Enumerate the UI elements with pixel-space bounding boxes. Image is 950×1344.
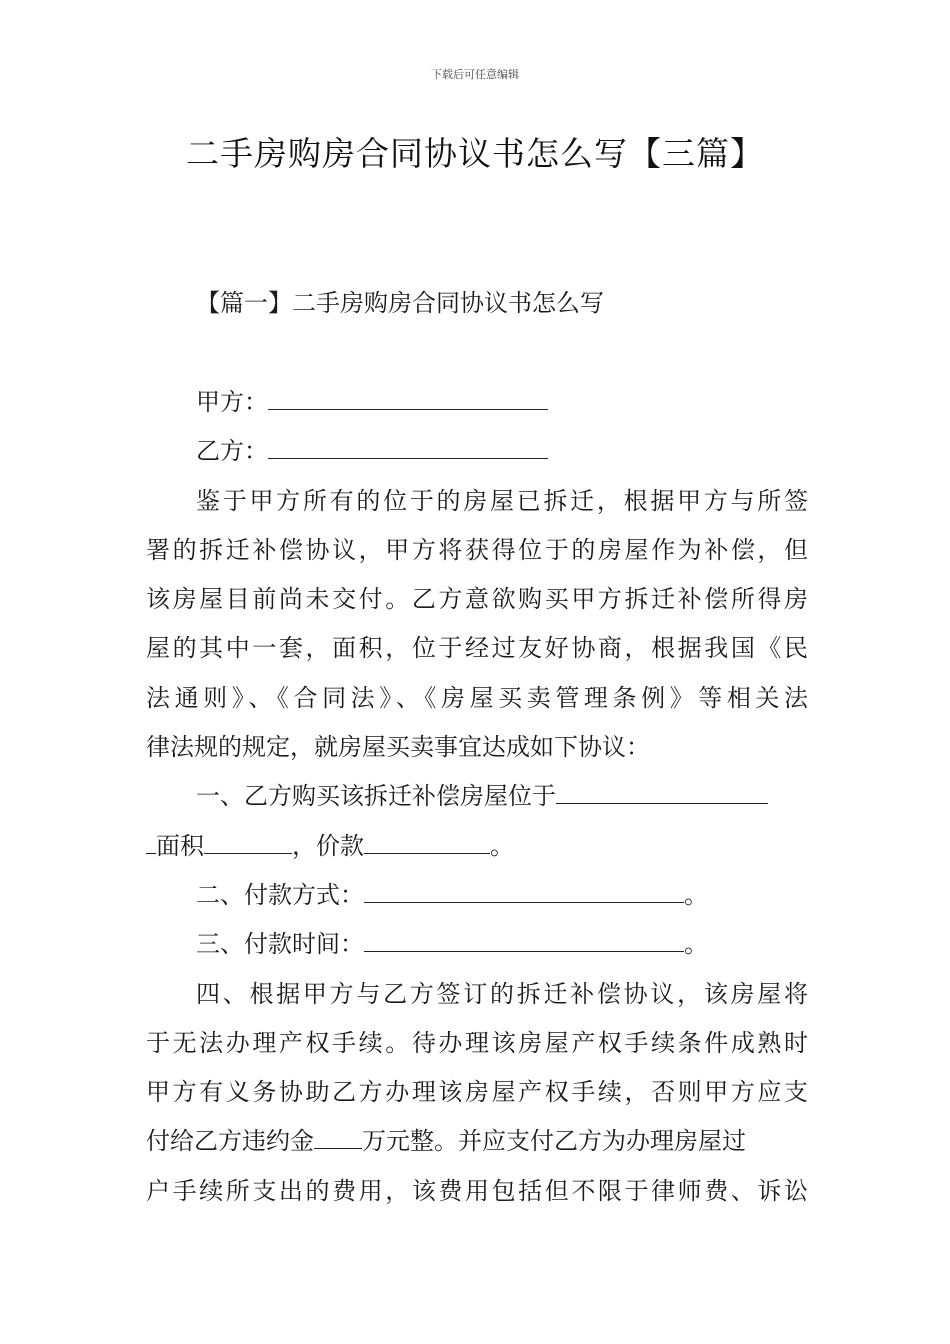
section-heading: 【篇一】二手房购房合同协议书怎么写 [196, 289, 604, 317]
location-blank [556, 783, 768, 804]
item-2-text: 二、付款方式： [196, 880, 364, 909]
paragraph-line: 署的拆迁补偿协议，甲方将获得位于的房屋作为补偿，但 [146, 535, 808, 564]
item-1-end: 。 [490, 831, 514, 860]
location-blank-cont [146, 833, 156, 854]
paragraph-line: 鉴于甲方所有的位于的房屋已拆迁，根据甲方与所签 [196, 486, 808, 515]
payment-method-blank [364, 882, 684, 903]
paragraph-line: 屋的其中一套，面积，位于经过友好协商，根据我国《民 [146, 634, 808, 663]
paragraph-line: 律法规的规定，就房屋买卖事宜达成如下协议： [146, 733, 650, 762]
paragraph-line: 法通则》、《合同法》、《房屋买卖管理条例》等相关法 [146, 683, 808, 712]
party-a-line [146, 378, 808, 427]
penalty-blank [314, 1128, 362, 1149]
party-b-line [146, 427, 808, 476]
paragraph-line: 甲方有义务协助乙方办理该房屋产权手续，否则甲方应支 [146, 1078, 808, 1107]
item-1-continued-line [146, 822, 808, 871]
item-1-text: 一、乙方购买该拆迁补偿房屋位于 [196, 782, 556, 811]
contract-body [146, 378, 808, 1216]
item-3-end: 。 [684, 930, 708, 959]
document-title: 二手房购房合同协议书怎么写【三篇】 [186, 134, 764, 173]
area-blank [204, 833, 292, 854]
item-1-line [146, 772, 808, 821]
party-a-blank [268, 389, 548, 410]
paragraph-line: 于无法办理产权手续。待办理该房屋产权手续条件成熟时 [146, 1028, 808, 1057]
header-note: 下载后可任意编辑 [431, 68, 519, 81]
payment-time-blank [364, 931, 684, 952]
party-a-label: 甲方： [196, 388, 268, 416]
item-2-end: 。 [684, 880, 708, 909]
paragraph-line: 四、根据甲方与乙方签订的拆迁补偿协议，该房屋将 [196, 979, 808, 1008]
price-blank [364, 833, 490, 854]
penalty-text-a: 付给乙方违约金 [146, 1127, 314, 1156]
item-3-text: 三、付款时间： [196, 930, 364, 959]
penalty-line [146, 1117, 808, 1166]
area-label: 面积 [156, 831, 204, 860]
paragraph-line: 该房屋目前尚未交付。乙方意欲购买甲方拆迁补偿所得房 [146, 585, 808, 614]
party-b-blank [268, 438, 548, 459]
penalty-text-b: 万元整。并应支付乙方为办理房屋过 [362, 1127, 746, 1156]
party-b-label: 乙方： [196, 437, 268, 466]
paragraph-line: 户手续所支出的费用，该费用包括但不限于律师费、诉讼 [146, 1176, 808, 1205]
price-label: ，价款 [292, 831, 364, 860]
item-3-line [146, 920, 808, 969]
item-2-line [146, 871, 808, 920]
